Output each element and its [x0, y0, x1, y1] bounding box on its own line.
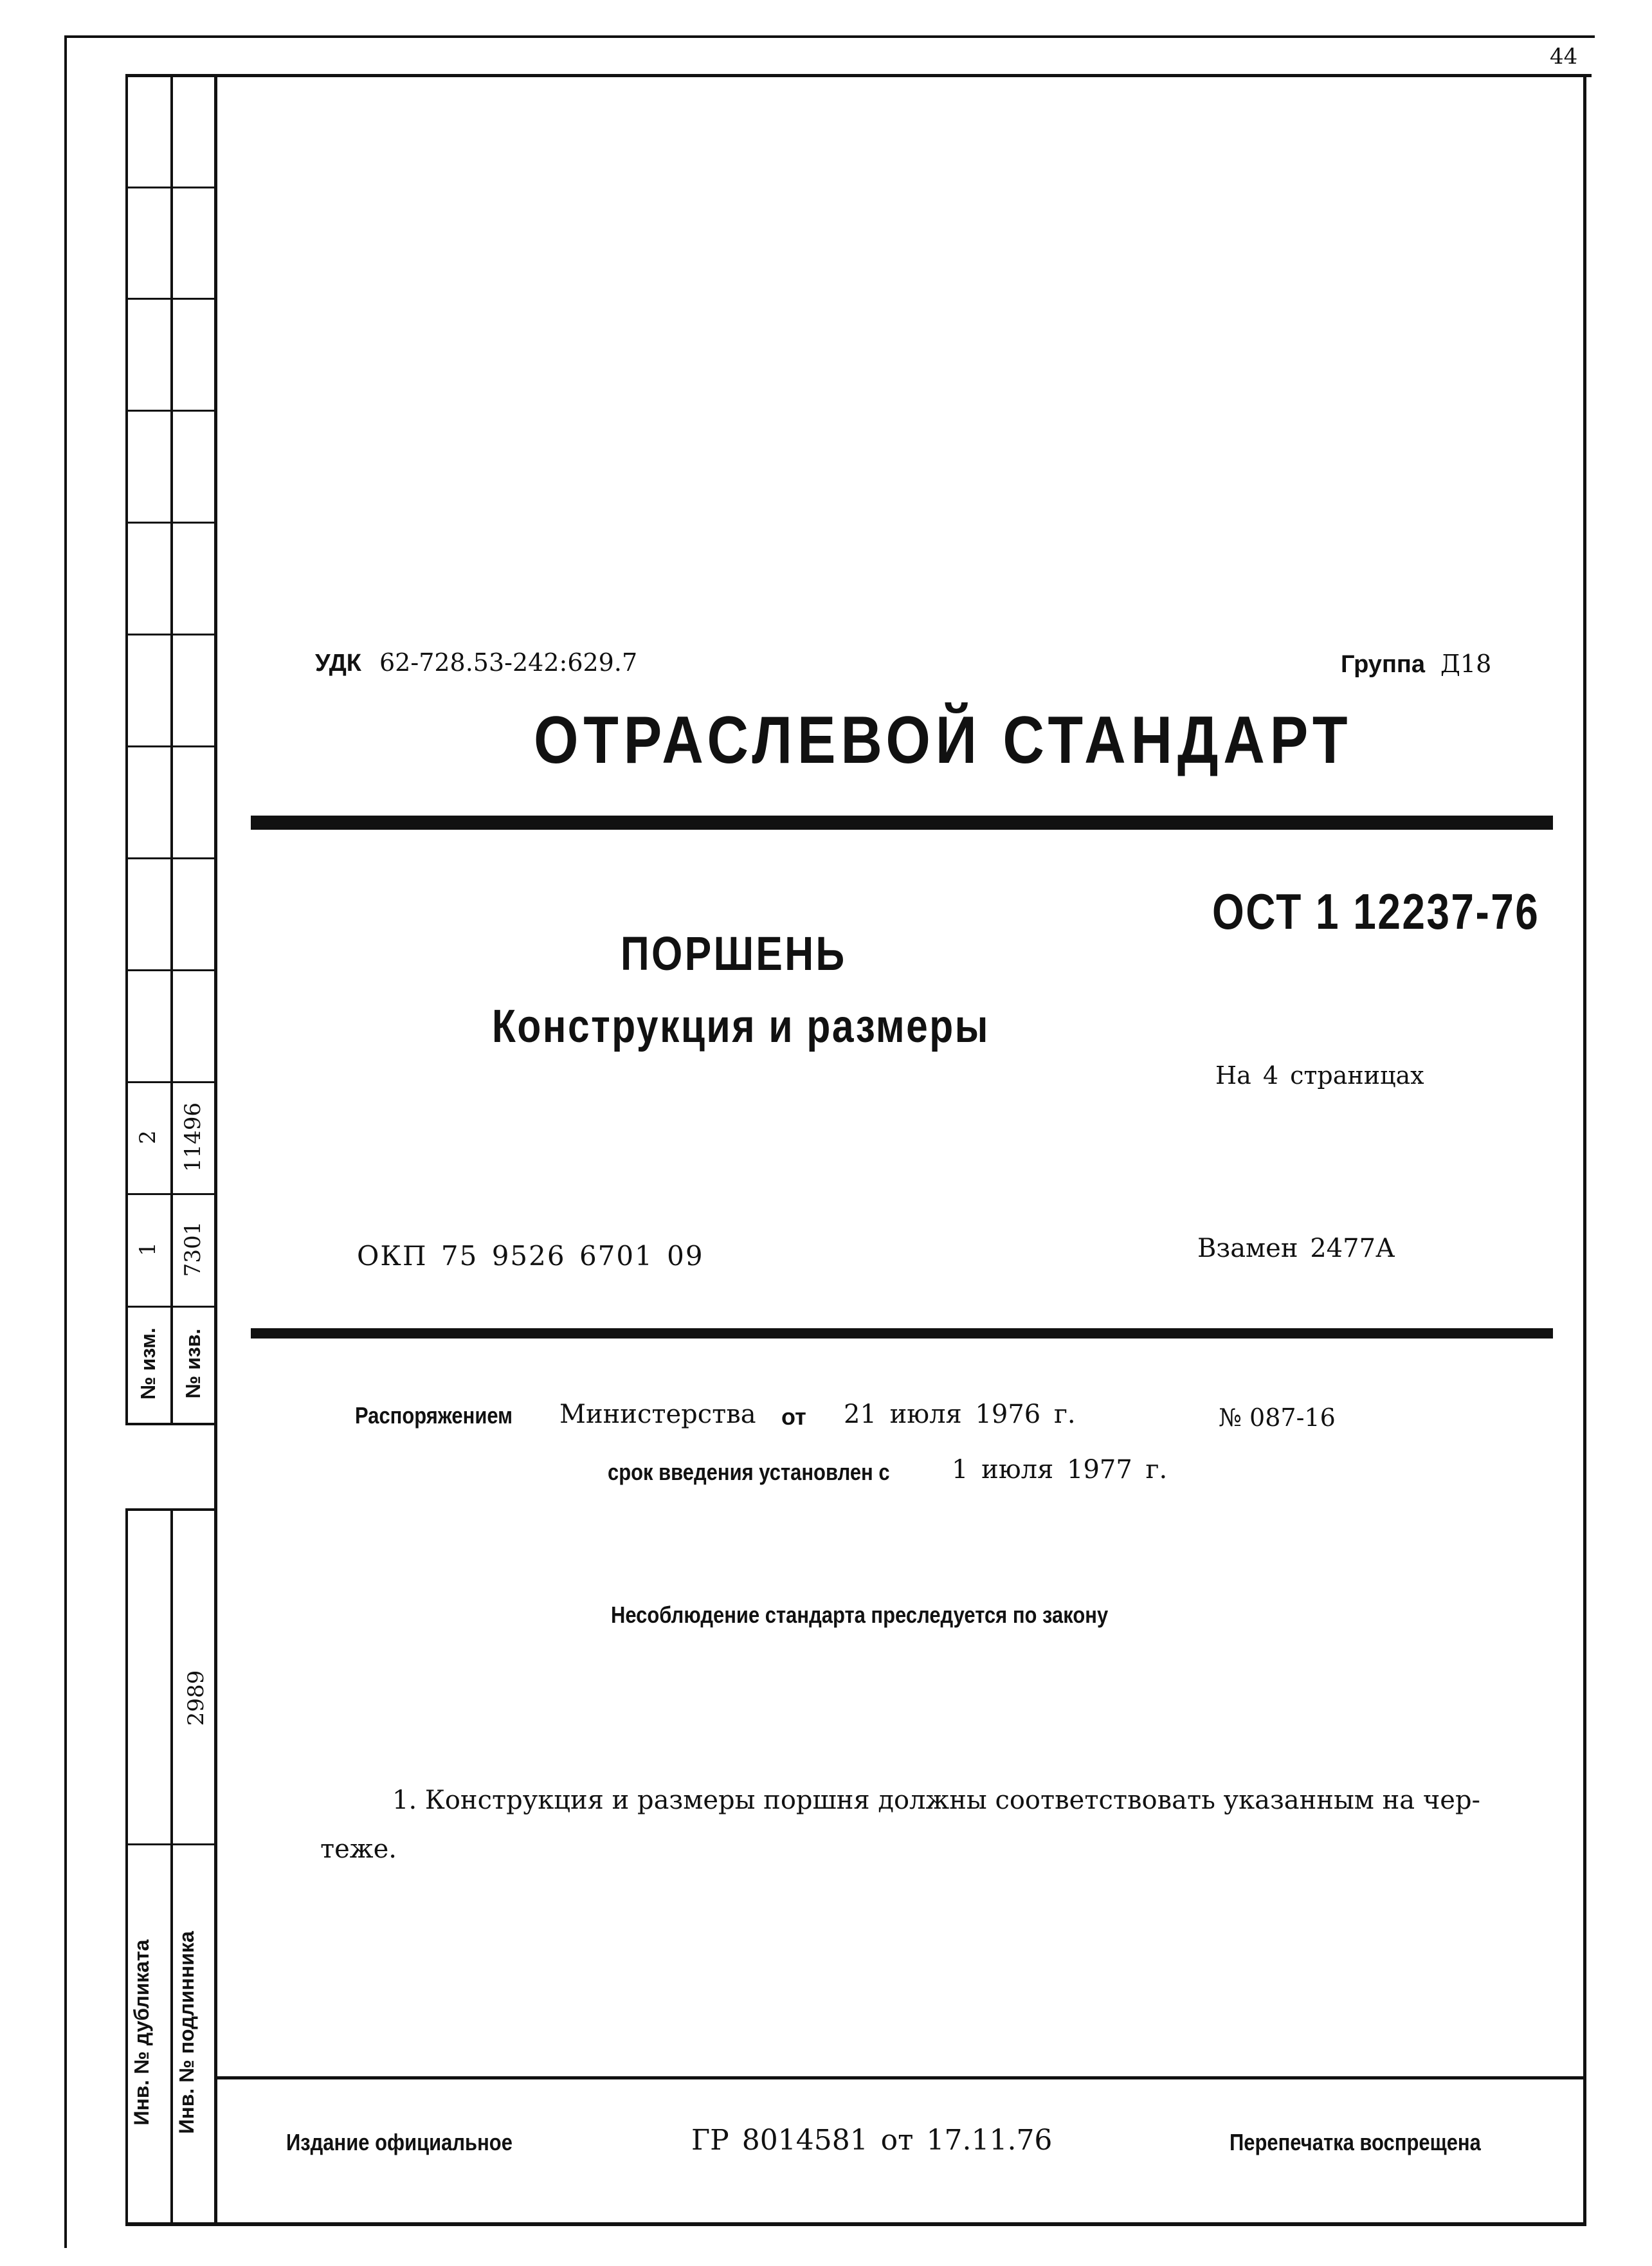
paragraph-1-line-2: теже. — [320, 1834, 397, 1864]
standard-subtitle: Конструкция и размеры — [492, 1001, 990, 1052]
margin-col-mid — [170, 74, 173, 1425]
footer-registration: ГР 8014581 от 17.11.76 — [691, 2124, 1053, 2157]
standard-code: ОСТ 1 12237-76 — [1212, 883, 1540, 940]
title-rule-bottom — [251, 1328, 1553, 1339]
inner-bottom-line — [125, 2222, 1586, 2226]
margin-izm-1: 1 — [135, 1242, 161, 1256]
order-date: 21 июля 1976 г. — [844, 1400, 1076, 1429]
udk-label: УДК — [315, 650, 361, 677]
inv-duplicate-label: Инв. № дубликата — [130, 1939, 153, 2126]
margin-izm-2: 2 — [135, 1130, 161, 1144]
margin-row-line — [125, 634, 215, 635]
document-title: ОТРАСЛЕВОЙ СТАНДАРТ — [534, 703, 1353, 778]
margin-col-left — [125, 74, 128, 1425]
inner-right-line — [1583, 74, 1586, 2225]
warning-text: Несоблюдение стандарта преследуется по закону — [611, 1602, 1109, 1628]
inv-number: 2989 — [183, 1670, 209, 1726]
group-value: Д18 — [1440, 650, 1492, 678]
margin-bottom-row-line — [125, 1843, 215, 1845]
order-from: от — [781, 1403, 806, 1430]
paragraph-1-line-1: 1. Конструкция и размеры поршня должны соответствовать указанным на чер- — [392, 1786, 1481, 1815]
inv-original-label: Инв. № подлинника — [175, 1931, 198, 2134]
footer-separator — [214, 2076, 1586, 2079]
margin-row-line — [125, 857, 215, 859]
margin-row-line — [125, 969, 215, 971]
replaces: Взамен 2477А — [1197, 1234, 1395, 1263]
order-number: № 087-16 — [1219, 1403, 1336, 1432]
outer-top-line — [64, 35, 1595, 38]
margin-label-izv: № изв. — [181, 1328, 204, 1399]
margin-row-line — [125, 410, 215, 412]
standard-pages: На 4 страницах — [1215, 1061, 1424, 1090]
intro-label: срок введения установлен с — [608, 1459, 890, 1485]
group-label: Группа — [1341, 651, 1425, 678]
margin-bottom-col-left — [125, 1508, 128, 2225]
udk-value: 62-728.53-242:629.7 — [379, 648, 638, 677]
title-rule-top — [251, 816, 1553, 830]
page-number: 44 — [1550, 44, 1578, 69]
footer-official-edition: Издание официальное — [286, 2129, 513, 2155]
order-label: Распоряжением — [355, 1402, 513, 1429]
outer-left-line — [64, 35, 67, 2248]
order-ministry: Министерства — [559, 1400, 756, 1429]
inner-left-line — [214, 74, 217, 2225]
margin-bottom-col-mid — [170, 1508, 173, 2225]
okp-code: ОКП 75 9526 6701 09 — [357, 1240, 704, 1272]
margin-izv-11496: 11496 — [180, 1102, 206, 1173]
margin-top-block-bottom — [125, 1423, 215, 1425]
standard-name: ПОРШЕНЬ — [621, 927, 847, 980]
footer-reprint-forbidden: Перепечатка воспрещена — [1230, 2129, 1481, 2155]
margin-row-line — [125, 187, 215, 188]
intro-date: 1 июля 1977 г. — [952, 1455, 1168, 1485]
inner-top-line — [125, 74, 1592, 77]
margin-row-line — [125, 522, 215, 524]
margin-izv-7301: 7301 — [180, 1221, 206, 1277]
margin-label-izm: № изм. — [136, 1328, 159, 1400]
margin-row-line — [125, 745, 215, 747]
margin-row-line — [125, 298, 215, 300]
